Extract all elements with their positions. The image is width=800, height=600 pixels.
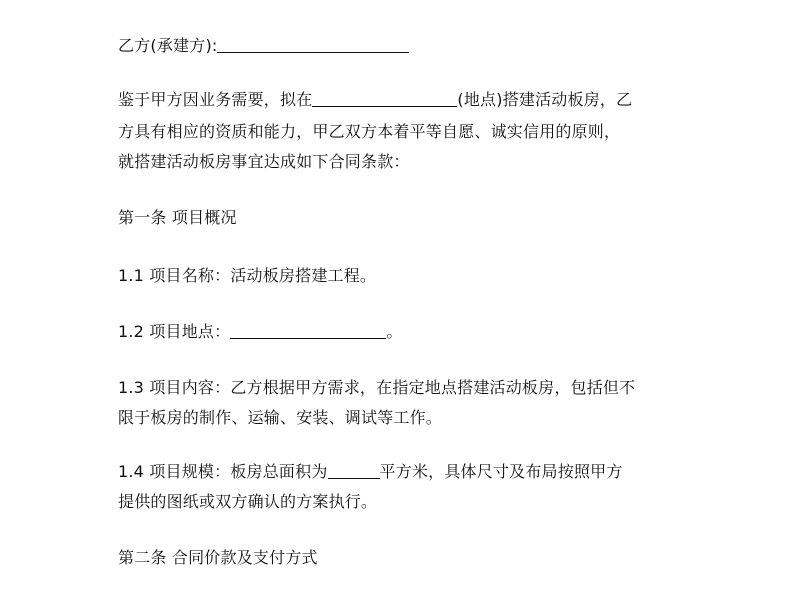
article-1-item-2 [118,322,403,342]
article-1-item-4-line-2: 提供的图纸或双方确认的方案执行。 [118,492,378,511]
article-2-heading: 第二条 合同价款及支付方式 [118,548,318,567]
recital-line-3: 就搭建活动板房事宜达成如下合同条款： [118,152,410,171]
article-1-item-3-line-2: 限于板房的制作、运输、安装、调试等工作。 [118,408,443,427]
party-b-label: 乙方(承建方): [118,36,218,55]
party-b-blank [217,36,409,53]
article-1-item-3-line-1: 1.3 项目内容：乙方根据甲方需求，在指定地点搭建活动板房，包括但不 [118,378,636,397]
article-1-item-4-end: 平方米，具体尺寸及布局按照甲方 [379,462,623,481]
location-blank [312,90,457,107]
recital-line-1-start: 鉴于甲方因业务需要，拟在 [118,90,313,109]
article-1-item-2-label: 1.2 项目地点： [118,322,231,341]
recital-line-1-end: (地点)搭建活动板房，乙 [457,90,633,109]
article-1-item-2-end: 。 [386,322,403,341]
project-location-blank [230,322,386,339]
area-blank [328,462,380,479]
party-b-line [118,36,409,56]
recital-line-2: 方具有相应的资质和能力，甲乙双方本着平等自愿、诚实信用的原则， [118,122,621,141]
article-1-item-4-label: 1.4 项目规模：板房总面积为 [118,462,328,481]
article-1-item-4-line-1 [118,462,623,482]
article-1-item-1: 1.1 项目名称：活动板房搭建工程。 [118,266,377,285]
recital-line-1 [118,90,632,110]
article-1-heading: 第一条 项目概况 [118,208,237,227]
